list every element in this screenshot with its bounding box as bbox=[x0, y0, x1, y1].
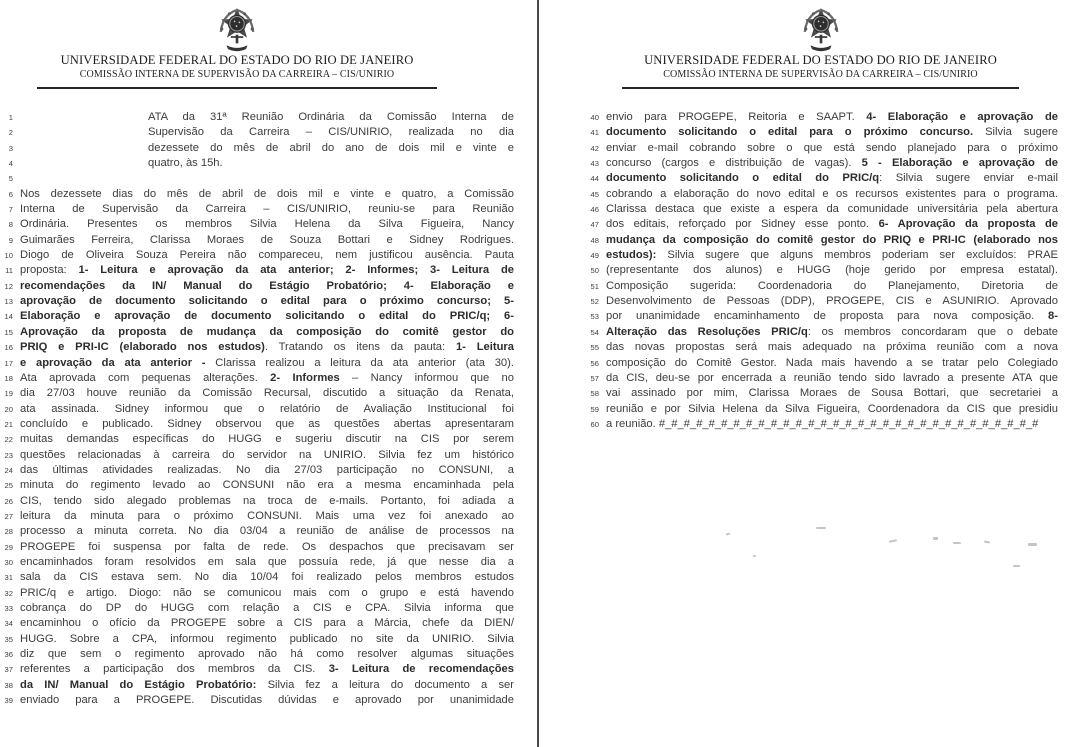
line-number: 5 bbox=[8, 174, 13, 184]
document-line bbox=[4, 386, 514, 401]
line-text: Diogo de Oliveira Souza Pereira não compareceu, nem justificou ausência. Pauta bbox=[20, 249, 514, 262]
line-text: da IN/ Manual do Estágio Probatório: Silvia fez a leitura do documento a ser bbox=[20, 678, 514, 691]
line-number: 53 bbox=[590, 312, 599, 322]
line-number: 33 bbox=[4, 604, 13, 613]
page-header bbox=[37, 6, 437, 89]
line-number: 26 bbox=[4, 496, 13, 506]
page-1-text bbox=[4, 110, 515, 708]
document-line bbox=[4, 540, 514, 555]
document-line bbox=[590, 356, 1058, 371]
document-line bbox=[8, 125, 514, 140]
document-line bbox=[4, 432, 514, 447]
line-text: e aprovação da ata anterior - Clarissa realizou a leitura da ata anterior (ata 30). bbox=[20, 356, 514, 369]
line-text: Composição sugerida: Coordenadoria do Planejamento, Diretoria de bbox=[606, 279, 1058, 292]
line-number: 41 bbox=[590, 128, 599, 138]
line-text: concluído e publicado. Sidney observou que as questões abertas apresentaram bbox=[20, 417, 514, 430]
line-number: 9 bbox=[8, 235, 13, 245]
line-text: estudos): Silvia sugere que alguns membros poderiam ser excluídos: PRAE bbox=[606, 249, 1059, 262]
line-text: vai assinado por mim, Clarissa Moraes de Sousa Bottari, que secretariei a bbox=[606, 387, 1058, 400]
line-text: enviado para a PROGEPE. Discutidas dúvidas e aprovado por unanimidade bbox=[20, 694, 514, 707]
document-line bbox=[8, 217, 514, 232]
document-line bbox=[590, 402, 1058, 417]
document-line bbox=[4, 586, 514, 601]
line-text: dezessete do mês de abril do ano de dois mil e vinte e bbox=[148, 141, 514, 154]
line-text: documento solicitando o edital do PRIC/q: Silvia sugere enviar e-mail bbox=[606, 172, 1058, 185]
line-text: proposta: 1- Leitura e aprovação da ata anterior; 2- Informes; 3- Leitura de bbox=[20, 264, 514, 277]
line-text: Desenvolvimento de Pessoas (DDP), PROGEPE, CIS e ASUNIRIO. Aprovado bbox=[606, 295, 1058, 308]
document-line bbox=[4, 325, 514, 340]
committee-name: COMISSÃO INTERNA DE SUPERVISÃO DA CARREIRA – CIS/UNIRIO bbox=[79, 69, 395, 80]
line-number: 7 bbox=[8, 205, 13, 215]
line-text: encaminhou o ofício da PROGEPE sobre a CIS para a Márcia, chefe da DIEN/ bbox=[20, 617, 514, 630]
line-number: 50 bbox=[590, 266, 599, 276]
line-number: 3 bbox=[8, 143, 13, 153]
document-line bbox=[4, 647, 514, 662]
document-line bbox=[590, 263, 1058, 278]
line-number: 34 bbox=[4, 619, 13, 629]
line-text: cobrando a elaboração do novo edital e os recursos existentes para o programa. bbox=[606, 187, 1058, 200]
line-number: 19 bbox=[4, 389, 13, 399]
document-line bbox=[4, 402, 514, 417]
scan-artifact bbox=[753, 555, 756, 557]
institution-name: UNIVERSIDADE FEDERAL DO ESTADO DO RIO DE JANEIRO bbox=[60, 53, 414, 67]
line-number: 39 bbox=[4, 696, 13, 706]
line-number: 23 bbox=[4, 450, 13, 460]
document-line bbox=[590, 125, 1058, 140]
line-text: Ata aprovada com pequenas alterações. 2- Informes – Nancy informou que no bbox=[20, 371, 514, 384]
line-number: 24 bbox=[4, 465, 13, 475]
line-number: 14 bbox=[4, 312, 13, 322]
document-line bbox=[590, 279, 1058, 294]
scan-artifact bbox=[933, 537, 938, 540]
line-number: 46 bbox=[590, 205, 599, 215]
document-line bbox=[4, 417, 514, 432]
line-number: 38 bbox=[4, 680, 13, 690]
line-text: processo a minuta correta. No dia 03/04 a reunião de análise de processos na bbox=[20, 525, 514, 538]
line-number: 21 bbox=[4, 419, 13, 429]
scan-artifact bbox=[1028, 543, 1037, 546]
line-number: 51 bbox=[590, 281, 599, 291]
line-number: 37 bbox=[4, 665, 13, 675]
line-number: 49 bbox=[590, 251, 599, 261]
brazil-coat-of-arms-icon bbox=[800, 6, 842, 52]
line-text: concurso (cargos e distribuição de vagas). 5 - Elaboração e aprovação de bbox=[606, 157, 1058, 170]
line-number: 59 bbox=[590, 404, 599, 414]
line-text: dos editais, reforçado por Sidney esse ponto. 6- Aprovação da proposta de bbox=[606, 218, 1058, 231]
document-line bbox=[4, 294, 514, 309]
document-line bbox=[8, 187, 514, 202]
line-number: 2 bbox=[8, 128, 13, 138]
line-number: 40 bbox=[590, 113, 599, 122]
line-number: 16 bbox=[4, 343, 13, 353]
document-line bbox=[4, 371, 514, 386]
document-line bbox=[4, 309, 514, 324]
line-number: 11 bbox=[5, 266, 13, 276]
line-text: ATA da 31ª Reunião Ordinária da Comissão Interna de bbox=[148, 111, 514, 123]
line-text: ata assinada. Sidney informou que o relatório de Avaliação Institucional foi bbox=[20, 402, 514, 415]
line-number: 54 bbox=[590, 327, 599, 337]
line-text: enviar e-mail cobrando sobre o que está sendo planejado para o próximo bbox=[606, 141, 1058, 154]
document-line bbox=[590, 386, 1058, 401]
line-text: Alteração das Resoluções PRIC/q: os membros concordaram que o debate bbox=[606, 325, 1058, 338]
document-line bbox=[5, 263, 514, 278]
document-line bbox=[8, 202, 514, 217]
line-number: 52 bbox=[590, 297, 599, 307]
document-line bbox=[590, 156, 1058, 171]
line-number: 22 bbox=[4, 435, 13, 445]
document-line bbox=[8, 233, 514, 248]
page-header bbox=[622, 6, 1019, 89]
document-line bbox=[4, 509, 514, 524]
line-text: a reunião. #_#_#_#_#_#_#_#_#_#_#_#_#_#_#_#_#_#_#_#_#_#_#_#_#_#_#_#_#_#_# bbox=[606, 417, 1039, 430]
line-text: Interna de Supervisão da Carreira – CIS/UNIRIO, reuniu-se para Reunião bbox=[20, 203, 514, 216]
line-text: leitura da minuta para o próximo CONSUNI. Mais uma vez foi anexado ao bbox=[20, 509, 514, 522]
document-line bbox=[590, 217, 1058, 232]
line-text: minuta do regimento levado ao CONSUNI não era a mesma encaminhada pela bbox=[20, 479, 514, 492]
line-text: PRIQ e PRI-IC (elaborado nos estudos). Tratando os itens da pauta: 1- Leitura bbox=[20, 341, 515, 354]
document-line bbox=[4, 632, 514, 647]
scan-artifact bbox=[1013, 565, 1020, 567]
line-text: PROGEPE foi suspensa por falta de rede. Os despachos que precisavam ser bbox=[20, 540, 514, 553]
line-text: recomendações da IN/ Manual do Estágio Probatório; 4- Elaboração e bbox=[20, 279, 514, 292]
line-number: 32 bbox=[4, 588, 13, 598]
line-text: aprovação de documento solicitando o edital para o próximo concurso; 5- bbox=[20, 295, 514, 308]
scan-artifact bbox=[816, 527, 826, 529]
document-line bbox=[8, 141, 514, 156]
line-number: 58 bbox=[590, 389, 599, 399]
document-line bbox=[4, 570, 514, 585]
line-number: 35 bbox=[4, 634, 13, 644]
document-line bbox=[590, 233, 1058, 248]
document-line bbox=[4, 463, 514, 478]
document-line bbox=[4, 662, 514, 677]
line-text: Nos dezessete dias do mês de abril de dois mil e vinte e quatro, a Comissão bbox=[20, 187, 514, 200]
line-number: 29 bbox=[4, 542, 13, 552]
document-line bbox=[4, 494, 514, 509]
line-number: 1 bbox=[8, 113, 13, 122]
document-line bbox=[590, 187, 1058, 202]
document-line bbox=[4, 248, 514, 263]
line-number: 60 bbox=[590, 419, 599, 429]
document-line bbox=[4, 340, 515, 355]
document-line bbox=[8, 171, 514, 186]
document-line bbox=[590, 171, 1058, 186]
page-1 bbox=[0, 0, 537, 747]
line-number: 15 bbox=[4, 327, 13, 337]
document-line bbox=[590, 141, 1058, 156]
line-text: Supervisão da Carreira – CIS/UNIRIO, realizada no dia bbox=[148, 126, 514, 139]
document-line bbox=[4, 601, 514, 616]
line-number: 56 bbox=[590, 358, 599, 368]
line-text: Clarissa destaca que existe a espera da comunidade universitária pela abertura bbox=[606, 203, 1058, 216]
line-number: 45 bbox=[590, 189, 599, 199]
line-number: 36 bbox=[4, 650, 13, 660]
line-text: muitas demandas específicas do HUGG e sugeriu discutir na CIS por serem bbox=[20, 433, 514, 446]
line-text: encaminhados foram resolvidos em sala que possuía rede, já que nesse dia a bbox=[20, 555, 514, 568]
committee-name: COMISSÃO INTERNA DE SUPERVISÃO DA CARREIRA – CIS/UNIRIO bbox=[663, 69, 978, 80]
line-text: PRIC/q e artigo. Diogo: não se comunicou mais com o grupo e está havendo bbox=[20, 586, 514, 599]
header-rule bbox=[622, 87, 1019, 89]
document-line bbox=[4, 616, 514, 631]
line-number: 10 bbox=[4, 251, 13, 261]
line-number: 47 bbox=[590, 220, 599, 230]
document-line bbox=[590, 417, 1058, 432]
line-text: cobrança do DP do HUGG com relação a CIS e CPA. Silvia informa que bbox=[20, 602, 514, 614]
line-text: Guimarães Ferreira, Clarissa Moraes de Souza Bottari e Sidney Rodrigues. bbox=[20, 233, 514, 246]
page-2 bbox=[539, 0, 1077, 747]
line-number: 27 bbox=[4, 511, 13, 521]
document-line bbox=[4, 478, 514, 493]
document-line bbox=[590, 248, 1059, 263]
line-number: 4 bbox=[8, 159, 13, 169]
document-line bbox=[590, 202, 1058, 217]
line-number: 18 bbox=[4, 373, 13, 383]
line-number: 6 bbox=[8, 189, 13, 199]
line-number: 28 bbox=[4, 527, 13, 537]
line-text: questões relacionadas à carreira do servidor na UNIRIO. Silvia fez um histórico bbox=[20, 448, 514, 461]
line-number: 30 bbox=[4, 557, 13, 567]
line-number: 20 bbox=[4, 404, 13, 414]
line-text: quatro, às 15h. bbox=[148, 157, 223, 170]
line-number: 25 bbox=[4, 481, 13, 491]
document-line bbox=[4, 693, 514, 708]
line-number: 57 bbox=[590, 373, 599, 383]
document-line bbox=[8, 110, 514, 125]
line-text: por unanimidade encaminhamento de proposta para nova composição. 8- bbox=[606, 310, 1058, 323]
line-text: (representante dos alunos) e HUGG (hoje gerido por empresa estatal). bbox=[606, 264, 1058, 277]
institution-name: UNIVERSIDADE FEDERAL DO ESTADO DO RIO DE JANEIRO bbox=[644, 53, 997, 67]
scan-artifact bbox=[726, 532, 730, 535]
brazil-coat-of-arms-icon bbox=[216, 6, 258, 52]
document-line bbox=[590, 294, 1058, 309]
line-text: Aprovação da proposta de mudança da composição do comitê gestor do bbox=[20, 325, 514, 338]
line-text: composição do Comitê Gestor. Nada mais havendo a se tratar pelo Colegiado bbox=[606, 356, 1058, 369]
document-line bbox=[8, 156, 514, 171]
document-line bbox=[590, 340, 1058, 355]
line-number: 17 bbox=[4, 358, 13, 368]
line-text: HUGG. Sobre a CPA, informou regimento publicado no site da UNIRIO. Silvia bbox=[20, 632, 514, 645]
scan-artifact bbox=[984, 540, 990, 543]
document-line bbox=[590, 371, 1058, 386]
document-line bbox=[4, 555, 514, 570]
line-text: Ordinária. Presentes os membros Silvia Helena da Silva Figueira, Nancy bbox=[20, 218, 514, 231]
line-text: reunião e por Silvia Helena da Silva Figueira, Coordenadora da CIS que presidiu bbox=[606, 402, 1058, 415]
line-text: sala da CIS estava sem. No dia 10/04 foi realizado pelos membros estudos bbox=[20, 571, 514, 584]
document-line bbox=[4, 524, 514, 539]
line-text: referentes a participação dos membros da CIS. 3- Leitura de recomendações bbox=[20, 663, 514, 676]
document-line bbox=[4, 448, 514, 463]
line-text: das últimas atividades realizadas. No dia 27/03 participação no CONSUNI, a bbox=[20, 463, 514, 476]
document-line bbox=[590, 325, 1058, 340]
line-number: 12 bbox=[4, 281, 13, 291]
scan-artifact bbox=[953, 542, 961, 544]
line-number: 44 bbox=[590, 174, 599, 184]
header-rule bbox=[37, 87, 437, 89]
line-text: dia 27/03 houve reunião da Comissão Recursal, discutido a situação da Renata, bbox=[20, 387, 514, 400]
page-2-text bbox=[590, 110, 1059, 432]
document-line bbox=[4, 356, 514, 371]
document-line bbox=[590, 110, 1059, 125]
line-number: 13 bbox=[4, 297, 13, 307]
line-number: 8 bbox=[8, 220, 13, 230]
line-number: 42 bbox=[590, 143, 599, 153]
scan-artifact bbox=[889, 539, 897, 543]
line-number: 48 bbox=[590, 235, 599, 245]
line-text: envio para PROGEPE, Reitoria e SAAPT. 4- Elaboração e aprovação de bbox=[606, 111, 1059, 123]
line-text: Elaboração e aprovação de documento solicitando o edital do PRIC/q; 6- bbox=[20, 310, 514, 323]
line-text: documento solicitando o edital para o próximo concurso. Silvia sugere bbox=[606, 126, 1058, 139]
line-text: CIS, tendo sido alegado problemas na troca de e-mails. Portanto, foi adiada a bbox=[20, 494, 514, 507]
line-number: 43 bbox=[590, 159, 599, 169]
line-number: 31 bbox=[4, 573, 13, 583]
document-line bbox=[590, 309, 1058, 324]
document-line bbox=[4, 678, 514, 693]
line-text: das novas propostas será mais adequado na próxima reunião com a nova bbox=[606, 341, 1058, 354]
line-text: da CIS, deu-se por encerrada a reunião tendo sido lavrado a presente ATA que bbox=[606, 371, 1058, 384]
line-text: mudança da composição do comitê gestor do PRIQ e PRI-IC (elaborado nos bbox=[606, 233, 1058, 246]
line-text: diz que sem o regimento aprovado não há como resolver algumas situações bbox=[20, 648, 514, 661]
document-line bbox=[4, 279, 514, 294]
line-number: 55 bbox=[590, 343, 599, 353]
